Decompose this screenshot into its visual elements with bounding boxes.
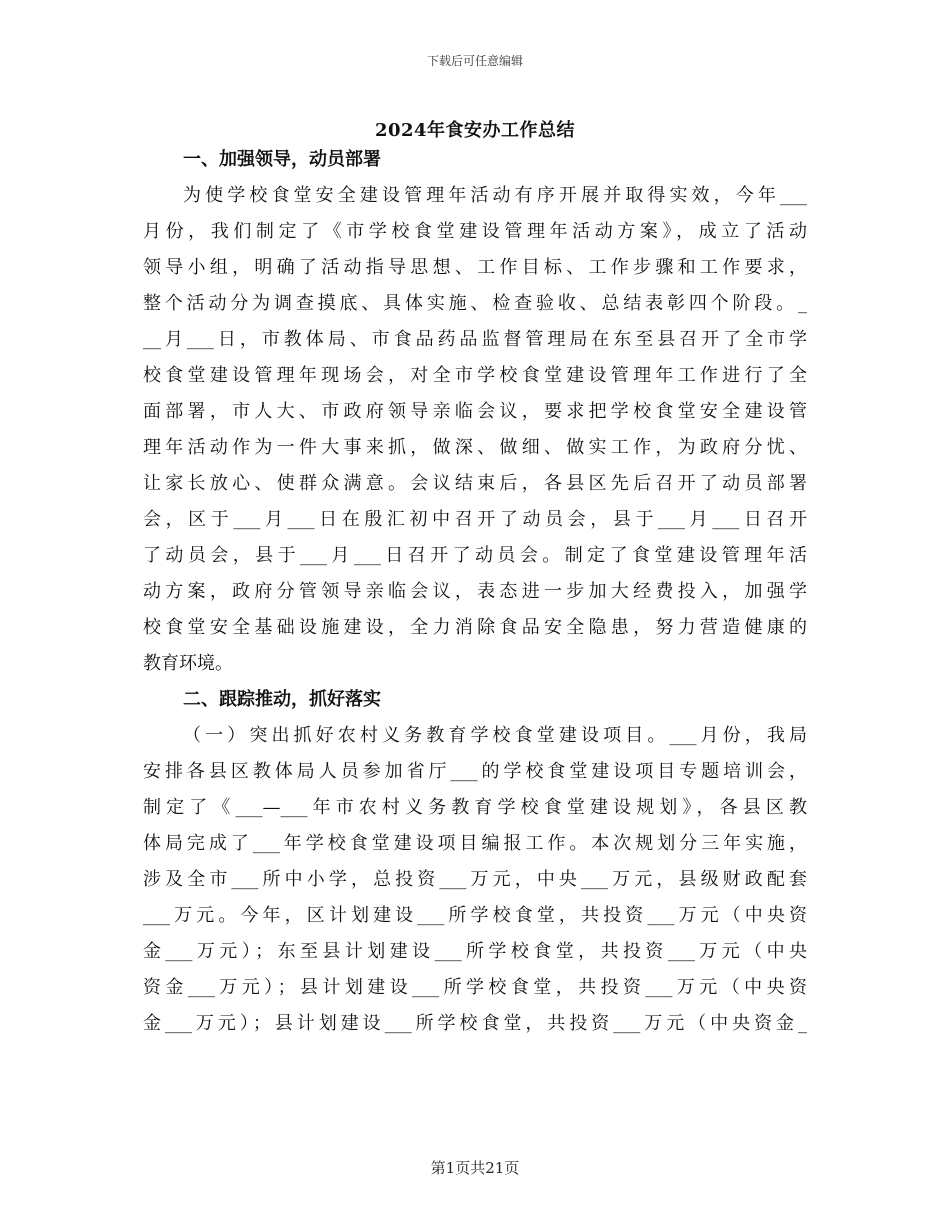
- section-2: [143, 682, 807, 1042]
- paragraph-line: 涉及全市___所中小学，总投资___万元，中央___万元，县级财政配套: [143, 869, 807, 890]
- paragraph-line: 让家长放心、使群众满意。会议结束后，各县区先后召开了动员部署: [143, 473, 807, 494]
- paragraph-line: 安排各县区教体局人员参加省厅___的学校食堂建设项目专题培训会，: [143, 761, 807, 782]
- paragraph-line: 月份，我们制定了《市学校食堂建设管理年活动方案》，成立了活动: [143, 221, 807, 242]
- paragraph-line: 校食堂建设管理年现场会，对全市学校食堂建设管理年工作进行了全: [143, 365, 807, 386]
- paragraph-line: __月___日，市教体局、市食品药品监督管理局在东至县召开了全市学: [143, 329, 807, 350]
- section-1: [143, 142, 807, 682]
- paragraph-line: ___万元。今年，区计划建设___所学校食堂，共投资___万元（中央资: [143, 905, 807, 926]
- document-body: [143, 142, 807, 1042]
- paragraph-line: 金___万元）；东至县计划建设___所学校食堂，共投资___万元（中央: [143, 941, 807, 962]
- paragraph-line: 金___万元）；县计划建设___所学校食堂，共投资___万元（中央资金_: [143, 1013, 807, 1034]
- paragraph-line: 制定了《___—___年市农村义务教育学校食堂建设规划》，各县区教: [143, 797, 807, 818]
- document-title: 2024年食安办工作总结: [374, 120, 576, 141]
- paragraph-line: 资金___万元）；县计划建设___所学校食堂，共投资___万元（中央资: [143, 977, 807, 998]
- paragraph-line: 会，区于___月___日在殷汇初中召开了动员会，县于___月___日召开: [143, 509, 807, 530]
- section-heading: 一、加强领导，动员部署: [183, 149, 381, 170]
- paragraph-line: （一）突出抓好农村义务教育学校食堂建设项目。___月份，我局: [183, 725, 807, 746]
- paragraph-line: 理年活动作为一件大事来抓，做深、做细、做实工作，为政府分忧、: [143, 437, 807, 458]
- section-heading: 二、跟踪推动，抓好落实: [183, 689, 381, 710]
- page-header: 下载后可任意编辑: [426, 54, 523, 68]
- paragraph-line: 教育环境。: [143, 653, 233, 674]
- paragraph-line: 面部署，市人大、市政府领导亲临会议，要求把学校食堂安全建设管: [143, 401, 807, 422]
- paragraph-line: 动方案，政府分管领导亲临会议，表态进一步加大经费投入，加强学: [143, 581, 807, 602]
- paragraph-line: 了动员会，县于___月___日召开了动员会。制定了食堂建设管理年活: [143, 545, 807, 566]
- paragraph-line: 校食堂安全基础设施建设，全力消除食品安全隐患，努力营造健康的: [143, 617, 807, 638]
- paragraph-line: 体局完成了___年学校食堂建设项目编报工作。本次规划分三年实施，: [143, 833, 807, 854]
- paragraph-line: 整个活动分为调查摸底、具体实施、检查验收、总结表彰四个阶段。_: [143, 293, 807, 314]
- paragraph-line: 为使学校食堂安全建设管理年活动有序开展并取得实效，今年___: [183, 185, 807, 206]
- paragraph-line: 领导小组，明确了活动指导思想、工作目标、工作步骤和工作要求，: [143, 257, 807, 278]
- page-number: 第1页共21页: [430, 1159, 520, 1177]
